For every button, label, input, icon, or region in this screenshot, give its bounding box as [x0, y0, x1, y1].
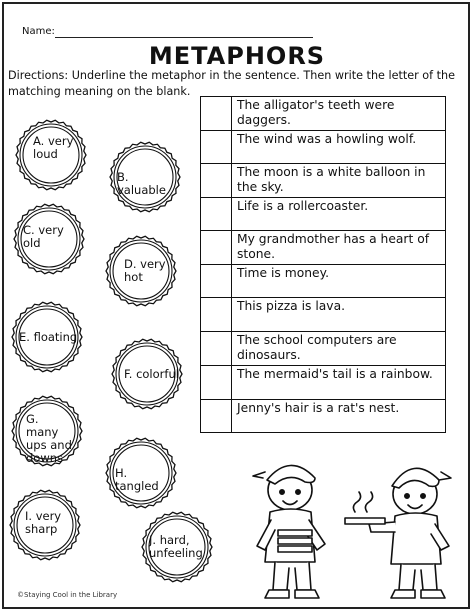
sentence-9: The mermaid's tail is a rainbow. — [232, 366, 446, 400]
meaning-badge-h — [104, 436, 178, 510]
sentence-5: My grandmother has a heart of stone. — [232, 231, 446, 265]
sentence-1: The alligator's teeth were daggers. — [232, 97, 446, 131]
table-row — [201, 131, 446, 164]
meaning-badge-i — [8, 488, 82, 562]
sentence-2: The wind was a howling wolf. — [232, 131, 446, 164]
sentence-8: The school computers are dinosaurs. — [232, 332, 446, 366]
table-row — [201, 164, 446, 198]
meaning-label-b: B. valuable — [117, 170, 166, 197]
answer-blank-5[interactable] — [201, 231, 232, 265]
meaning-label-h: H. tangled — [115, 466, 159, 493]
answer-blank-3[interactable] — [201, 164, 232, 198]
directions-text: Directions: Underline the metaphor in the sentence. Then write the letter of the matching meaning on the blank. — [8, 69, 455, 98]
answer-blank-6[interactable] — [201, 265, 232, 298]
table-row — [201, 400, 446, 433]
table-row — [201, 366, 446, 400]
kids-with-pizza-illustration — [245, 450, 460, 605]
name-label: Name: — [22, 26, 55, 37]
sentence-7: This pizza is lava. — [232, 298, 446, 332]
sentence-6: Time is money. — [232, 265, 446, 298]
answer-blank-10[interactable] — [201, 400, 232, 433]
meaning-label-g: G. many ups and downs — [26, 412, 72, 465]
sentence-4: Life is a rollercoaster. — [232, 198, 446, 231]
meaning-badge-g — [10, 394, 84, 468]
table-row — [201, 298, 446, 332]
meaning-badge-a — [14, 118, 88, 192]
copyright-text: ©Staying Cool in the Library — [17, 591, 118, 599]
meaning-label-f: F. colorful — [124, 367, 179, 381]
meaning-label-e: E. floating — [19, 330, 78, 344]
answer-blank-8[interactable] — [201, 332, 232, 366]
sentence-table — [200, 96, 446, 433]
meaning-badge-d — [104, 234, 178, 308]
table-row — [201, 231, 446, 265]
meaning-label-c: C. very old — [23, 223, 64, 250]
name-input-line[interactable] — [55, 37, 313, 38]
meaning-label-i: I. very sharp — [25, 509, 62, 536]
table-row — [201, 265, 446, 298]
answer-blank-4[interactable] — [201, 198, 232, 231]
meaning-badge-f — [110, 337, 184, 411]
table-row — [201, 198, 446, 231]
meaning-badge-b — [108, 140, 182, 214]
answer-blank-7[interactable] — [201, 298, 232, 332]
sentence-3: The moon is a white balloon in the sky. — [232, 164, 446, 198]
answer-blank-2[interactable] — [201, 131, 232, 164]
table-row — [201, 332, 446, 366]
meaning-label-d: D. very hot — [124, 257, 166, 284]
meaning-badge-j — [140, 510, 214, 584]
meaning-label-a: A. very loud — [33, 134, 74, 161]
meaning-badge-c — [12, 202, 86, 276]
answer-blank-9[interactable] — [201, 366, 232, 400]
answer-blank-1[interactable] — [201, 97, 232, 131]
page-title: METAPHORS — [148, 42, 326, 70]
meaning-badge-e — [10, 300, 84, 374]
meaning-label-j: J. hard, unfeeling — [149, 533, 203, 560]
table-row — [201, 97, 446, 131]
sentence-10: Jenny's hair is a rat's nest. — [232, 400, 446, 433]
